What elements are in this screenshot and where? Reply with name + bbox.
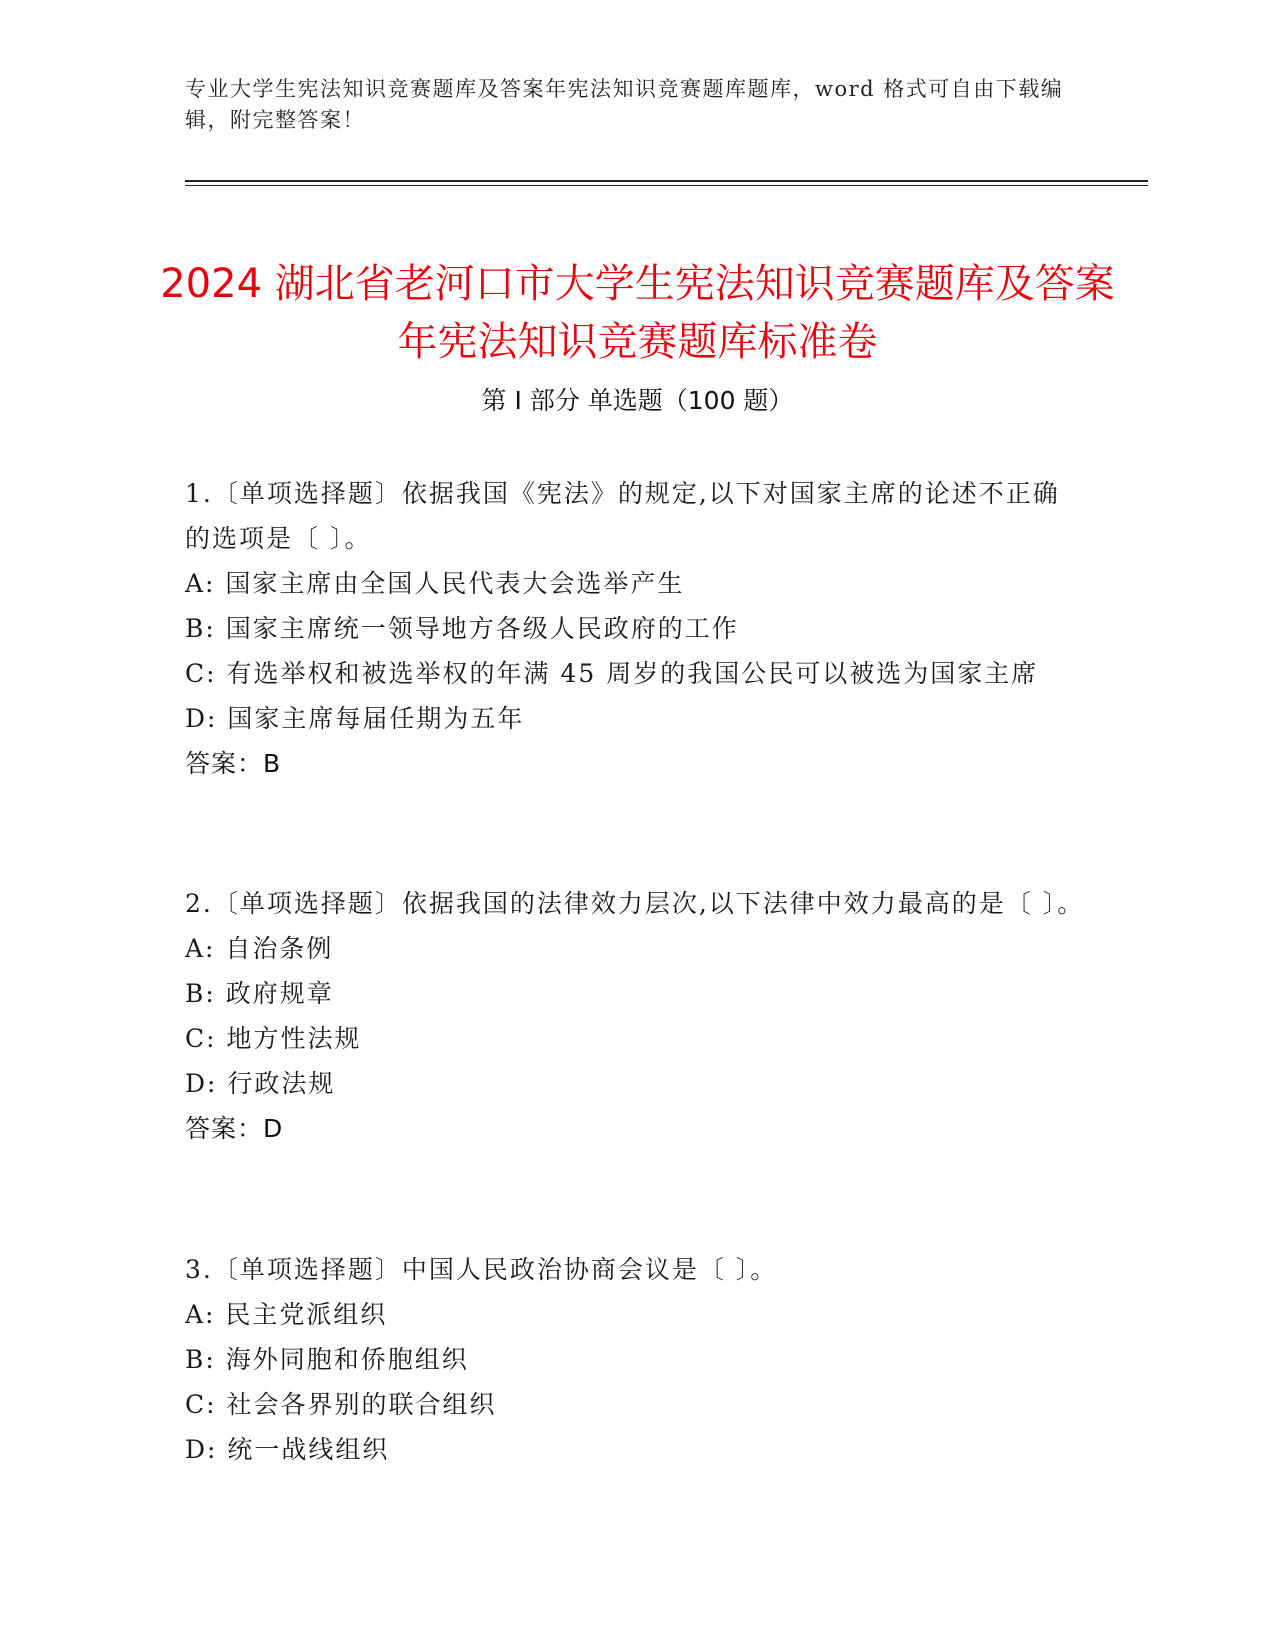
answer: 答案：B: [185, 749, 282, 778]
question-3: [185, 1247, 1085, 1472]
option-b: B: 海外同胞和侨胞组织: [185, 1345, 469, 1374]
option-c: C: 社会各界别的联合组织: [185, 1390, 497, 1419]
question-stem: 1.〔单项选择题〕依据我国《宪法》的规定,以下对国家主席的论述不正确的选项是〔 〕。: [185, 479, 1060, 553]
question-stem: 2.〔单项选择题〕依据我国的法律效力层次,以下法律中效力最高的是〔 〕。: [185, 889, 1085, 918]
option-b: B: 国家主席统一领导地方各级人民政府的工作: [185, 614, 739, 643]
question-stem: 3.〔单项选择题〕中国人民政治协商会议是〔 〕。: [185, 1255, 778, 1284]
option-a: A: 国家主席由全国人民代表大会选举产生: [185, 569, 685, 598]
option-d: D: 统一战线组织: [185, 1435, 390, 1464]
section-title: 第 I 部分 单选题（100 题）: [481, 386, 794, 415]
option-a: A: 自治条例: [185, 934, 334, 963]
header-note: 专业大学生宪法知识竞赛题库及答案年宪法知识竞赛题库题库，word 格式可自由下载编辑，附完整答案！: [185, 77, 1064, 132]
option-d: D: 国家主席每届任期为五年: [185, 704, 525, 733]
option-b: B: 政府规章: [185, 979, 334, 1008]
question-2: [185, 881, 1085, 1151]
question-1: [185, 471, 1085, 786]
option-d: D: 行政法规: [185, 1069, 336, 1098]
header-rule-thick: [185, 180, 1148, 182]
header-rule-thin: [185, 185, 1148, 186]
option-a: A: 民主党派组织: [185, 1300, 388, 1329]
document-title: 2024 湖北省老河口市大学生宪法知识竞赛题库及答案年宪法知识竞赛题库标准卷: [160, 260, 1115, 365]
option-c: C: 地方性法规: [185, 1024, 362, 1053]
answer: 答案：D: [185, 1114, 284, 1143]
option-c: C: 有选举权和被选举权的年满 45 周岁的我国公民可以被选为国家主席: [185, 659, 1039, 688]
